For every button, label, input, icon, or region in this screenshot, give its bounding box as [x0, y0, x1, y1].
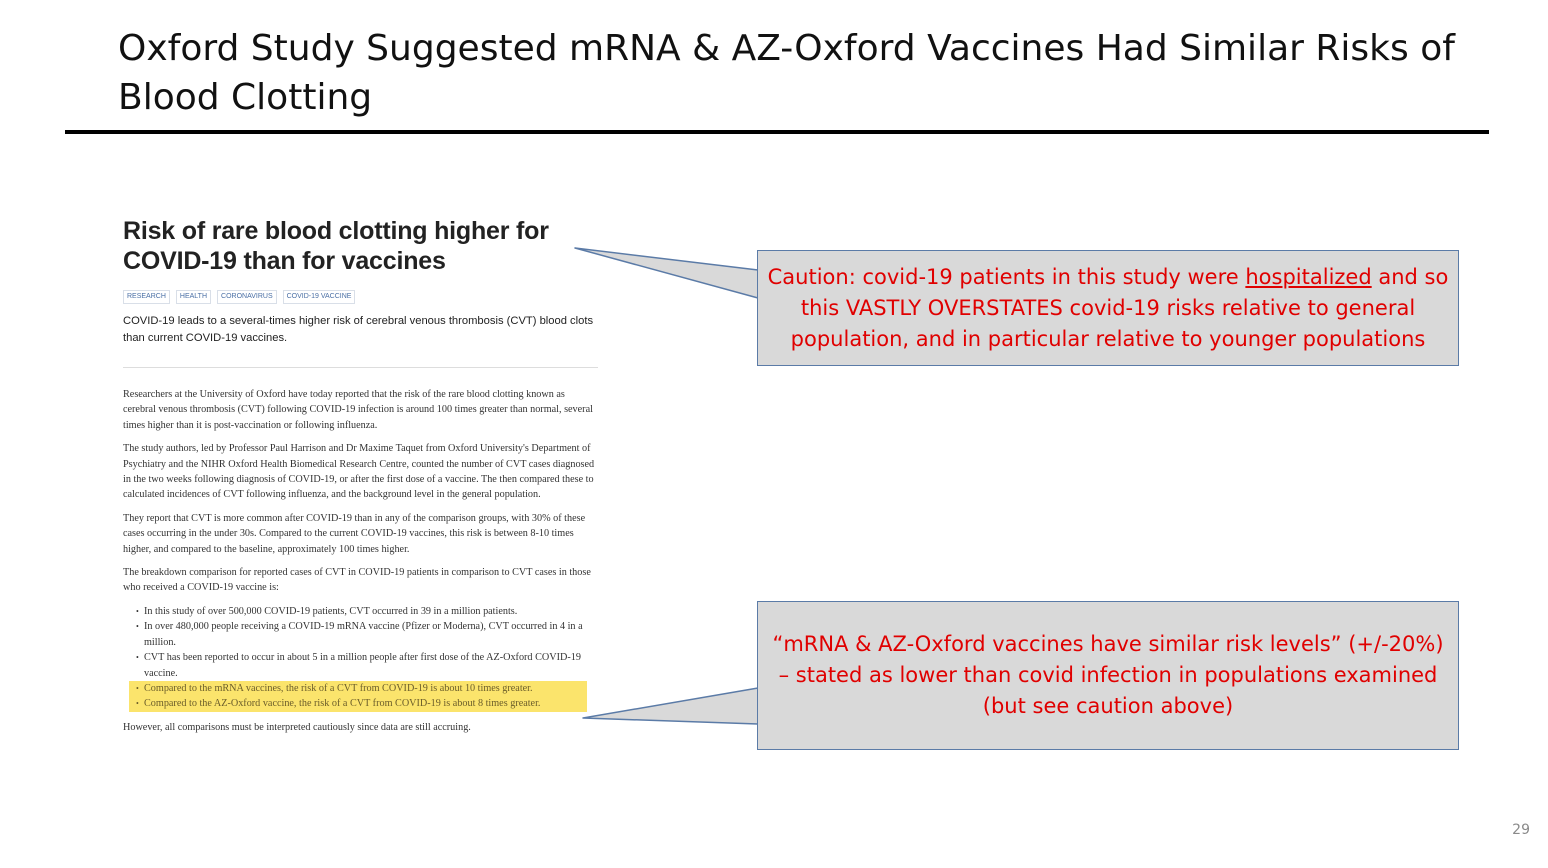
article-paragraph: They report that CVT is more common after COVID-19 than in any of the comparison groups, with 30% of these cases occurring in the under 30s. Compared to the current COVID-19 vaccines, this risk is between 8-10 times higher, and compared to the baseline, approximately 100 times higher.	[123, 512, 586, 555]
article-body	[123, 387, 598, 735]
caution-text-start: Caution: covid-19 patients in this study were	[767, 264, 1246, 289]
article-tag: CORONAVIRUS	[217, 290, 277, 304]
article-headline: Risk of rare blood clotting higher for COVID-19 than for vaccines	[123, 217, 549, 275]
article-tag: RESEARCH	[123, 290, 170, 304]
article-paragraph: The study authors, led by Professor Paul Harrison and Dr Maxime Taquet from Oxford University's Department of Psychiatry and the NIHR Oxford Health Biomedical Research Centre, counted the number of CVT cases diagnosed in the two weeks following diagnosis of COVID-19, or after the first dose of a vaccine. The then compared these to calculated incidences of CVT following influenza, and the background level in the general population.	[123, 443, 595, 501]
list-item: • CVT has been reported to occur in about 5 in a million people after first dose of the AZ-Oxford COVID-19 vaccine.	[123, 650, 598, 681]
article-paragraph: Researchers at the University of Oxford have today reported that the risk of the rare blood clotting known as cerebral venous thrombosis (CVT) following COVID-19 infection is around 100 times greater than normal, several times higher than it is post-vaccination or following influenza.	[123, 389, 593, 431]
article-bullet-list	[123, 604, 598, 712]
list-item: • In over 480,000 people receiving a COVID-19 mRNA vaccine (Pfizer or Moderna), CVT occurred in 4 in a million.	[123, 619, 598, 650]
article-tag: COVID-19 VACCINE	[283, 290, 356, 304]
article-tag: HEALTH	[176, 290, 211, 304]
page-number: 29	[1512, 822, 1530, 838]
similar-risk-callout-text: “mRNA & AZ-Oxford vaccines have similar risk levels” (+/-20%) – stated as lower than covid infection in populations examined (but see caution above)	[772, 632, 1444, 718]
article-footer-note: However, all comparisons must be interpreted cautiously since data are still accruing.	[123, 721, 471, 733]
title-underline-rule	[65, 130, 1489, 134]
highlighted-list-item: • Compared to the mRNA vaccines, the risk of a CVT from COVID-19 is about 10 times greater.	[129, 681, 587, 696]
caution-callout	[757, 250, 1459, 366]
article-tags	[123, 290, 603, 304]
caution-callout-text	[766, 262, 1450, 355]
article-divider	[123, 367, 598, 368]
article-screenshot	[123, 216, 603, 743]
article-lede: COVID-19 leads to a several-times higher risk of cerebral venous thrombosis (CVT) blood clots than current COVID-19 vaccines.	[123, 315, 594, 344]
slide-title: Oxford Study Suggested mRNA & AZ-Oxford Vaccines Had Similar Risks of Blood Clotting	[118, 28, 1455, 118]
caution-text-end: and so this VASTLY OVERSTATES covid-19 risks relative to general population, and in particular relative to younger populations	[790, 264, 1449, 351]
caution-underlined-word: hospitalized	[1245, 264, 1372, 289]
highlighted-list-item: • Compared to the AZ-Oxford vaccine, the risk of a CVT from COVID-19 is about 8 times greater.	[129, 696, 587, 711]
similar-risk-callout-pointer	[583, 688, 758, 724]
article-paragraph: The breakdown comparison for reported cases of CVT in COVID-19 patients in comparison to CVT cases in those who received a COVID-19 vaccine is:	[123, 567, 591, 594]
similar-risk-callout	[757, 601, 1459, 750]
list-item: • In this study of over 500,000 COVID-19 patients, CVT occurred in 39 in a million patients.	[123, 604, 598, 619]
